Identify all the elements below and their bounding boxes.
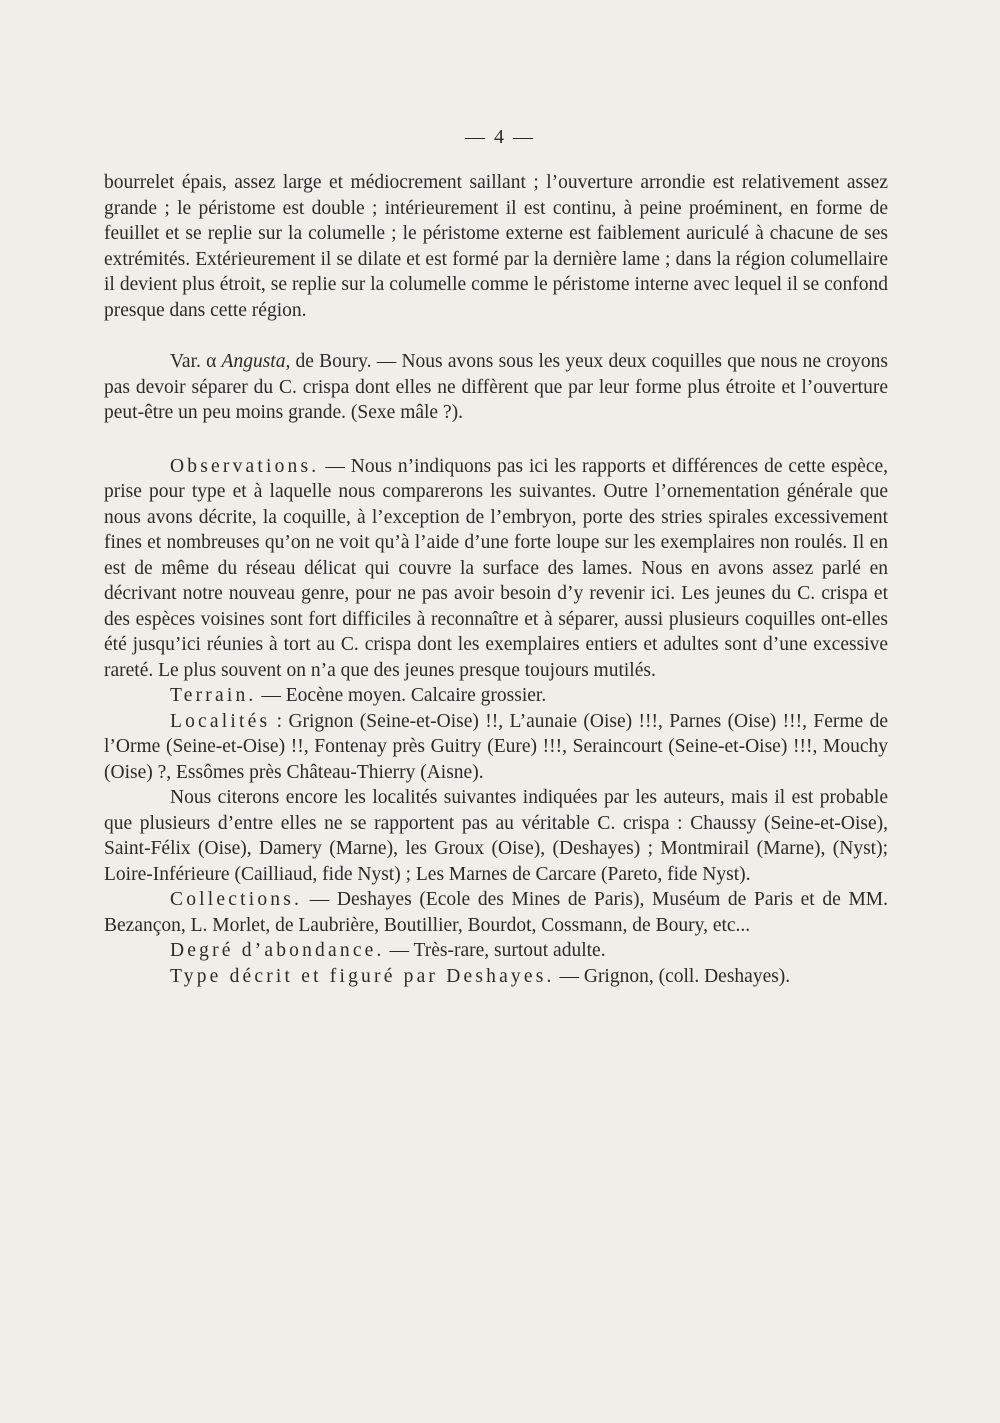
abundance-text: — Très-rare, surtout adulte. [384, 940, 606, 961]
terrain-text: — Eocène moyen. Calcaire grossier. [256, 685, 547, 706]
variety-name: Angusta, [221, 351, 291, 372]
page-body [104, 170, 888, 989]
observations-label: Observations. [170, 455, 320, 477]
type-label: Type décrit et figuré par Deshayes. [170, 965, 555, 987]
paragraph-collections [104, 887, 888, 938]
variety-text: de Boury. — Nous avons sous les yeux deux coquilles que nous ne croyons pas devoir séparer du C. crispa dont elles ne diffèrent que par leur forme plus étroite et l’ouverture peut-être un peu moins grande. (Sexe mâle ?). [104, 351, 888, 423]
collections-label: Collections. [170, 889, 303, 910]
type-text: — Grignon, (coll. Deshayes). [554, 965, 791, 987]
paragraph-abundance [104, 938, 888, 964]
paragraph-description: bourrelet épais, assez large et médiocrement saillant ; l’ouverture arrondie est relativement assez grande ; le péristome est double ; intérieurement il est continu, à peine proéminent, en forme de feuillet et se replie sur la columelle ; le péristome externe est faiblement auriculé à chacune de ses extrémités. Extérieurement il se dilate et est formé par la dernière lame ; dans la région columellaire il devient plus étroit, se replie sur la columelle comme le péristome interne avec lequel il se confond presque dans cette région. [104, 172, 888, 321]
variety-label: Var. α [170, 351, 222, 372]
paragraph-other-localites: Nous citerons encore les localités suivantes indiquées par les auteurs, mais il est probable que plusieurs d’entre elles ne se rapportent pas au véritable C. crispa : Chaussy (Seine-et-Oise), Saint-Félix (Oise), Damery (Marne), les Groux (Oise), (Deshayes) ; Montmirail (Marne), (Nyst); Loire-Inférieure (Cailliaud, fide Nyst) ; Les Marnes de Carcare (Pareto, fide Nyst). [104, 787, 888, 885]
paragraph-localites [104, 709, 888, 786]
paragraph-terrain [104, 683, 888, 709]
localites-label: Localités [170, 710, 271, 732]
collections-text: — Deshayes (Ecole des Mines de Paris), Muséum de Paris et de MM. Bezançon, L. Morlet, de Laubrière, Boutillier, Bourdot, Cossmann, de Boury, etc... [104, 889, 888, 936]
observations-text: — Nous n’indiquons pas ici les rapports et différences de cette espèce, prise pour type et à laquelle nous comparerons les suivantes. Outre l’ornementation générale que nous avons décrite, la coquille, à l’exception de l’embryon, porte des stries spirales excessivement fines et nombreuses qu’on ne voit qu’à l’aide d’une forte loupe sur les exemplaires non roulés. Il en est de même du réseau délicat qui couvre la surface des lames. Nous en avons assez parlé en décrivant notre nouveau genre, pour ne pas avoir besoin d’y revenir ici. Les jeunes du C. crispa et des espèces voisines sont fort difficiles à reconnaître et à séparer, aussi plusieurs coquilles ont-elles été jusqu’ici réunies à tort au C. crispa dont les exemplaires entiers et adultes sont d’une excessive rareté. Le plus souvent on n’a que des jeunes presque toujours mutilés. [104, 455, 888, 681]
localites-text: : Grignon (Seine-et-Oise) !!, L’aunaie (Oise) !!!, Parnes (Oise) !!!, Ferme de l’Orme (Seine-et-Oise) !!, Fontenay près Guitry (Eure) !!!, Seraincourt (Seine-et-Oise) !!!, Mouchy (Oise) ?, Essômes près Château-Thierry (Aisne). [104, 710, 888, 783]
abundance-label: Degré d’abondance. [170, 940, 385, 961]
terrain-label: Terrain. [170, 685, 257, 706]
paragraph-variety [104, 349, 888, 426]
paragraph-observations [104, 454, 888, 684]
paragraph-type [104, 964, 888, 990]
page-number: — 4 — [465, 126, 535, 148]
